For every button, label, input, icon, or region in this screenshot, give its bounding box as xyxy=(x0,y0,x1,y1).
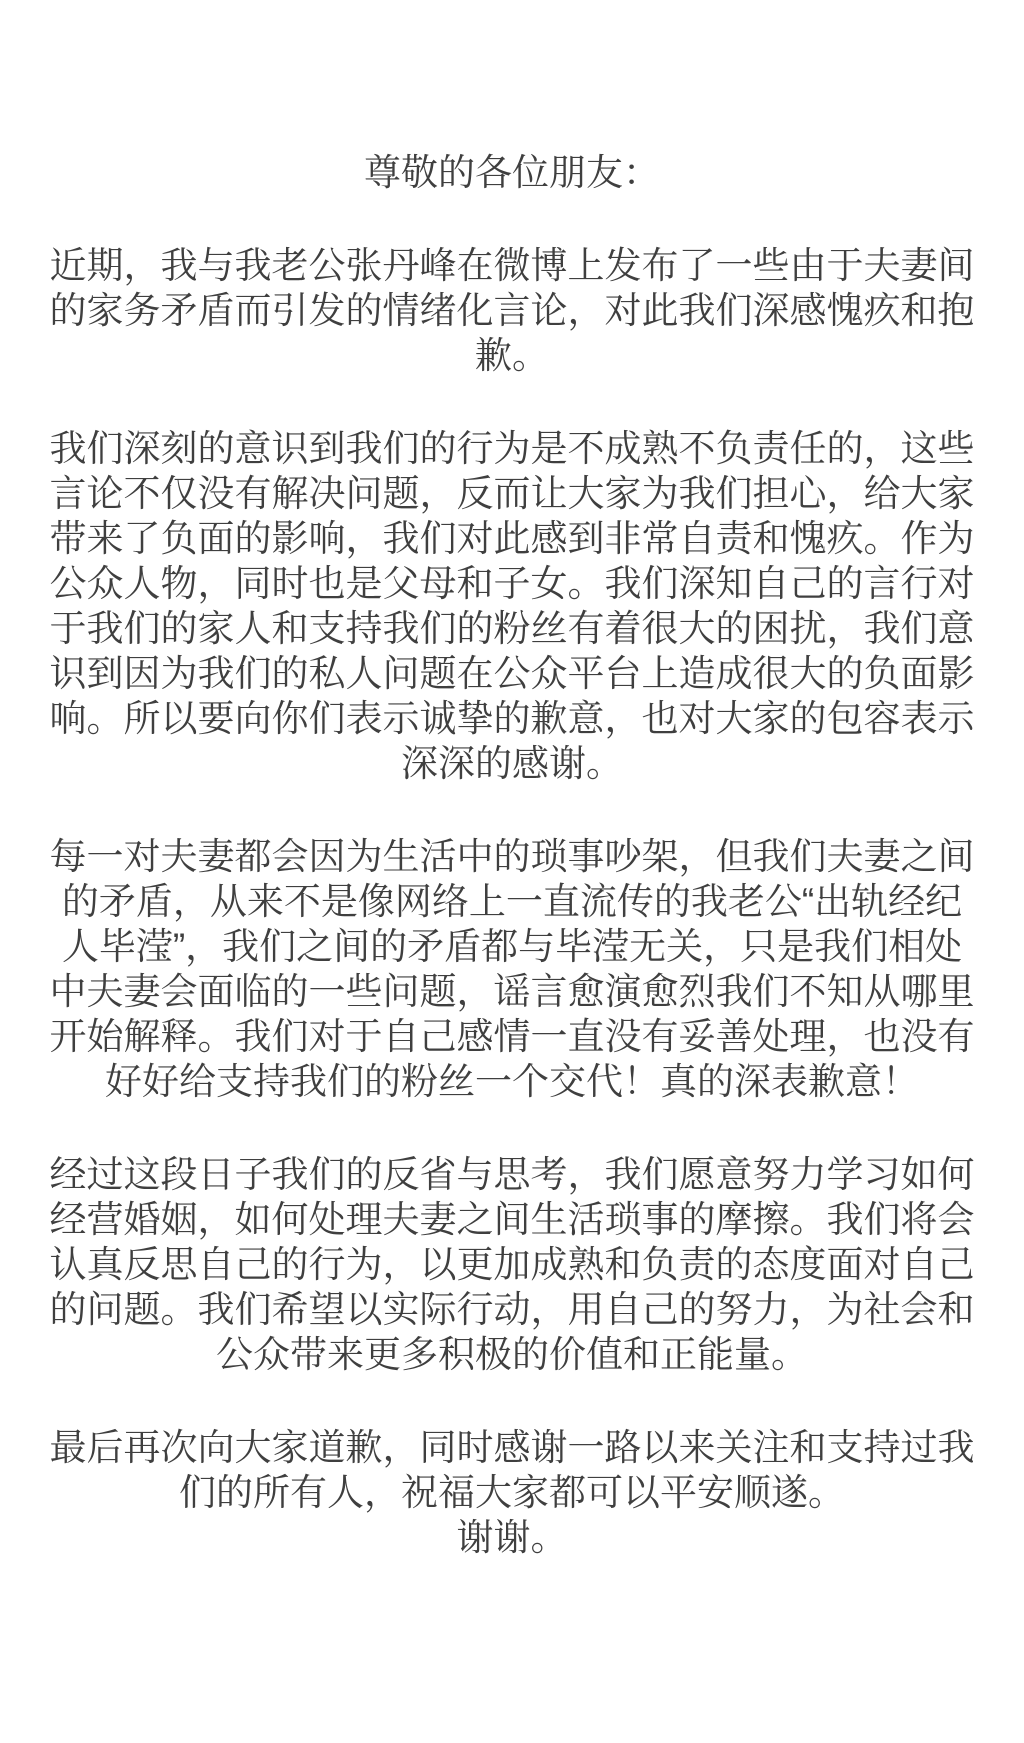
text-line: 的家务矛盾而引发的情绪化言论，对此我们深感愧疚和抱 xyxy=(49,290,975,331)
text-line: 最后再次向大家道歉，同时感谢一路以来关注和支持过我 xyxy=(49,1427,975,1468)
text-line: 谢谢。 xyxy=(456,1517,568,1558)
paragraph xyxy=(42,1152,982,1377)
text-line: 们的所有人，祝福大家都可以平安顺遂。 xyxy=(179,1472,845,1513)
paragraph xyxy=(42,243,982,378)
letter-salutation: 尊敬的各位朋友： xyxy=(364,152,660,193)
text-line: 公众人物，同时也是父母和子女。我们深知自己的言行对 xyxy=(49,563,975,604)
text-line: 深深的感谢。 xyxy=(401,743,623,784)
text-line: 每一对夫妻都会因为生活中的琐事吵架，但我们夫妻之间 xyxy=(49,836,975,877)
text-line: 中夫妻会面临的一些问题，谣言愈演愈烈我们不知从哪里 xyxy=(49,971,975,1012)
letter-paragraphs xyxy=(42,243,982,1560)
paragraph xyxy=(42,1425,982,1560)
paragraph xyxy=(42,426,982,786)
text-line: 好好给支持我们的粉丝一个交代！真的深表歉意！ xyxy=(105,1061,919,1102)
text-line: 识到因为我们的私人问题在公众平台上造成很大的负面影 xyxy=(49,653,975,694)
text-line: 人毕滢”，我们之间的矛盾都与毕滢无关，只是我们相处 xyxy=(61,926,963,967)
text-line: 带来了负面的影响，我们对此感到非常自责和愧疚。作为 xyxy=(49,518,975,559)
text-line: 认真反思自己的行为，以更加成熟和负责的态度面对自己 xyxy=(49,1244,975,1285)
text-line: 于我们的家人和支持我们的粉丝有着很大的困扰，我们意 xyxy=(49,608,975,649)
text-line: 的问题。我们希望以实际行动，用自己的努力，为社会和 xyxy=(49,1289,975,1330)
text-line: 我们深刻的意识到我们的行为是不成熟不负责任的，这些 xyxy=(49,428,975,469)
text-line: 公众带来更多积极的价值和正能量。 xyxy=(216,1334,808,1375)
text-line: 言论不仅没有解决问题，反而让大家为我们担心，给大家 xyxy=(49,473,975,514)
text-line: 近期，我与我老公张丹峰在微博上发布了一些由于夫妻间 xyxy=(49,245,975,286)
text-line: 的矛盾，从来不是像网络上一直流传的我老公“出轨经纪 xyxy=(61,881,963,922)
text-line: 开始解释。我们对于自己感情一直没有妥善处理，也没有 xyxy=(49,1016,975,1057)
text-line: 歉。 xyxy=(475,335,549,376)
text-line: 经营婚姻，如何处理夫妻之间生活琐事的摩擦。我们将会 xyxy=(49,1199,975,1240)
paragraph xyxy=(42,834,982,1104)
text-line: 经过这段日子我们的反省与思考，我们愿意努力学习如何 xyxy=(49,1154,975,1195)
text-line: 响。所以要向你们表示诚挚的歉意，也对大家的包容表示 xyxy=(49,698,975,739)
